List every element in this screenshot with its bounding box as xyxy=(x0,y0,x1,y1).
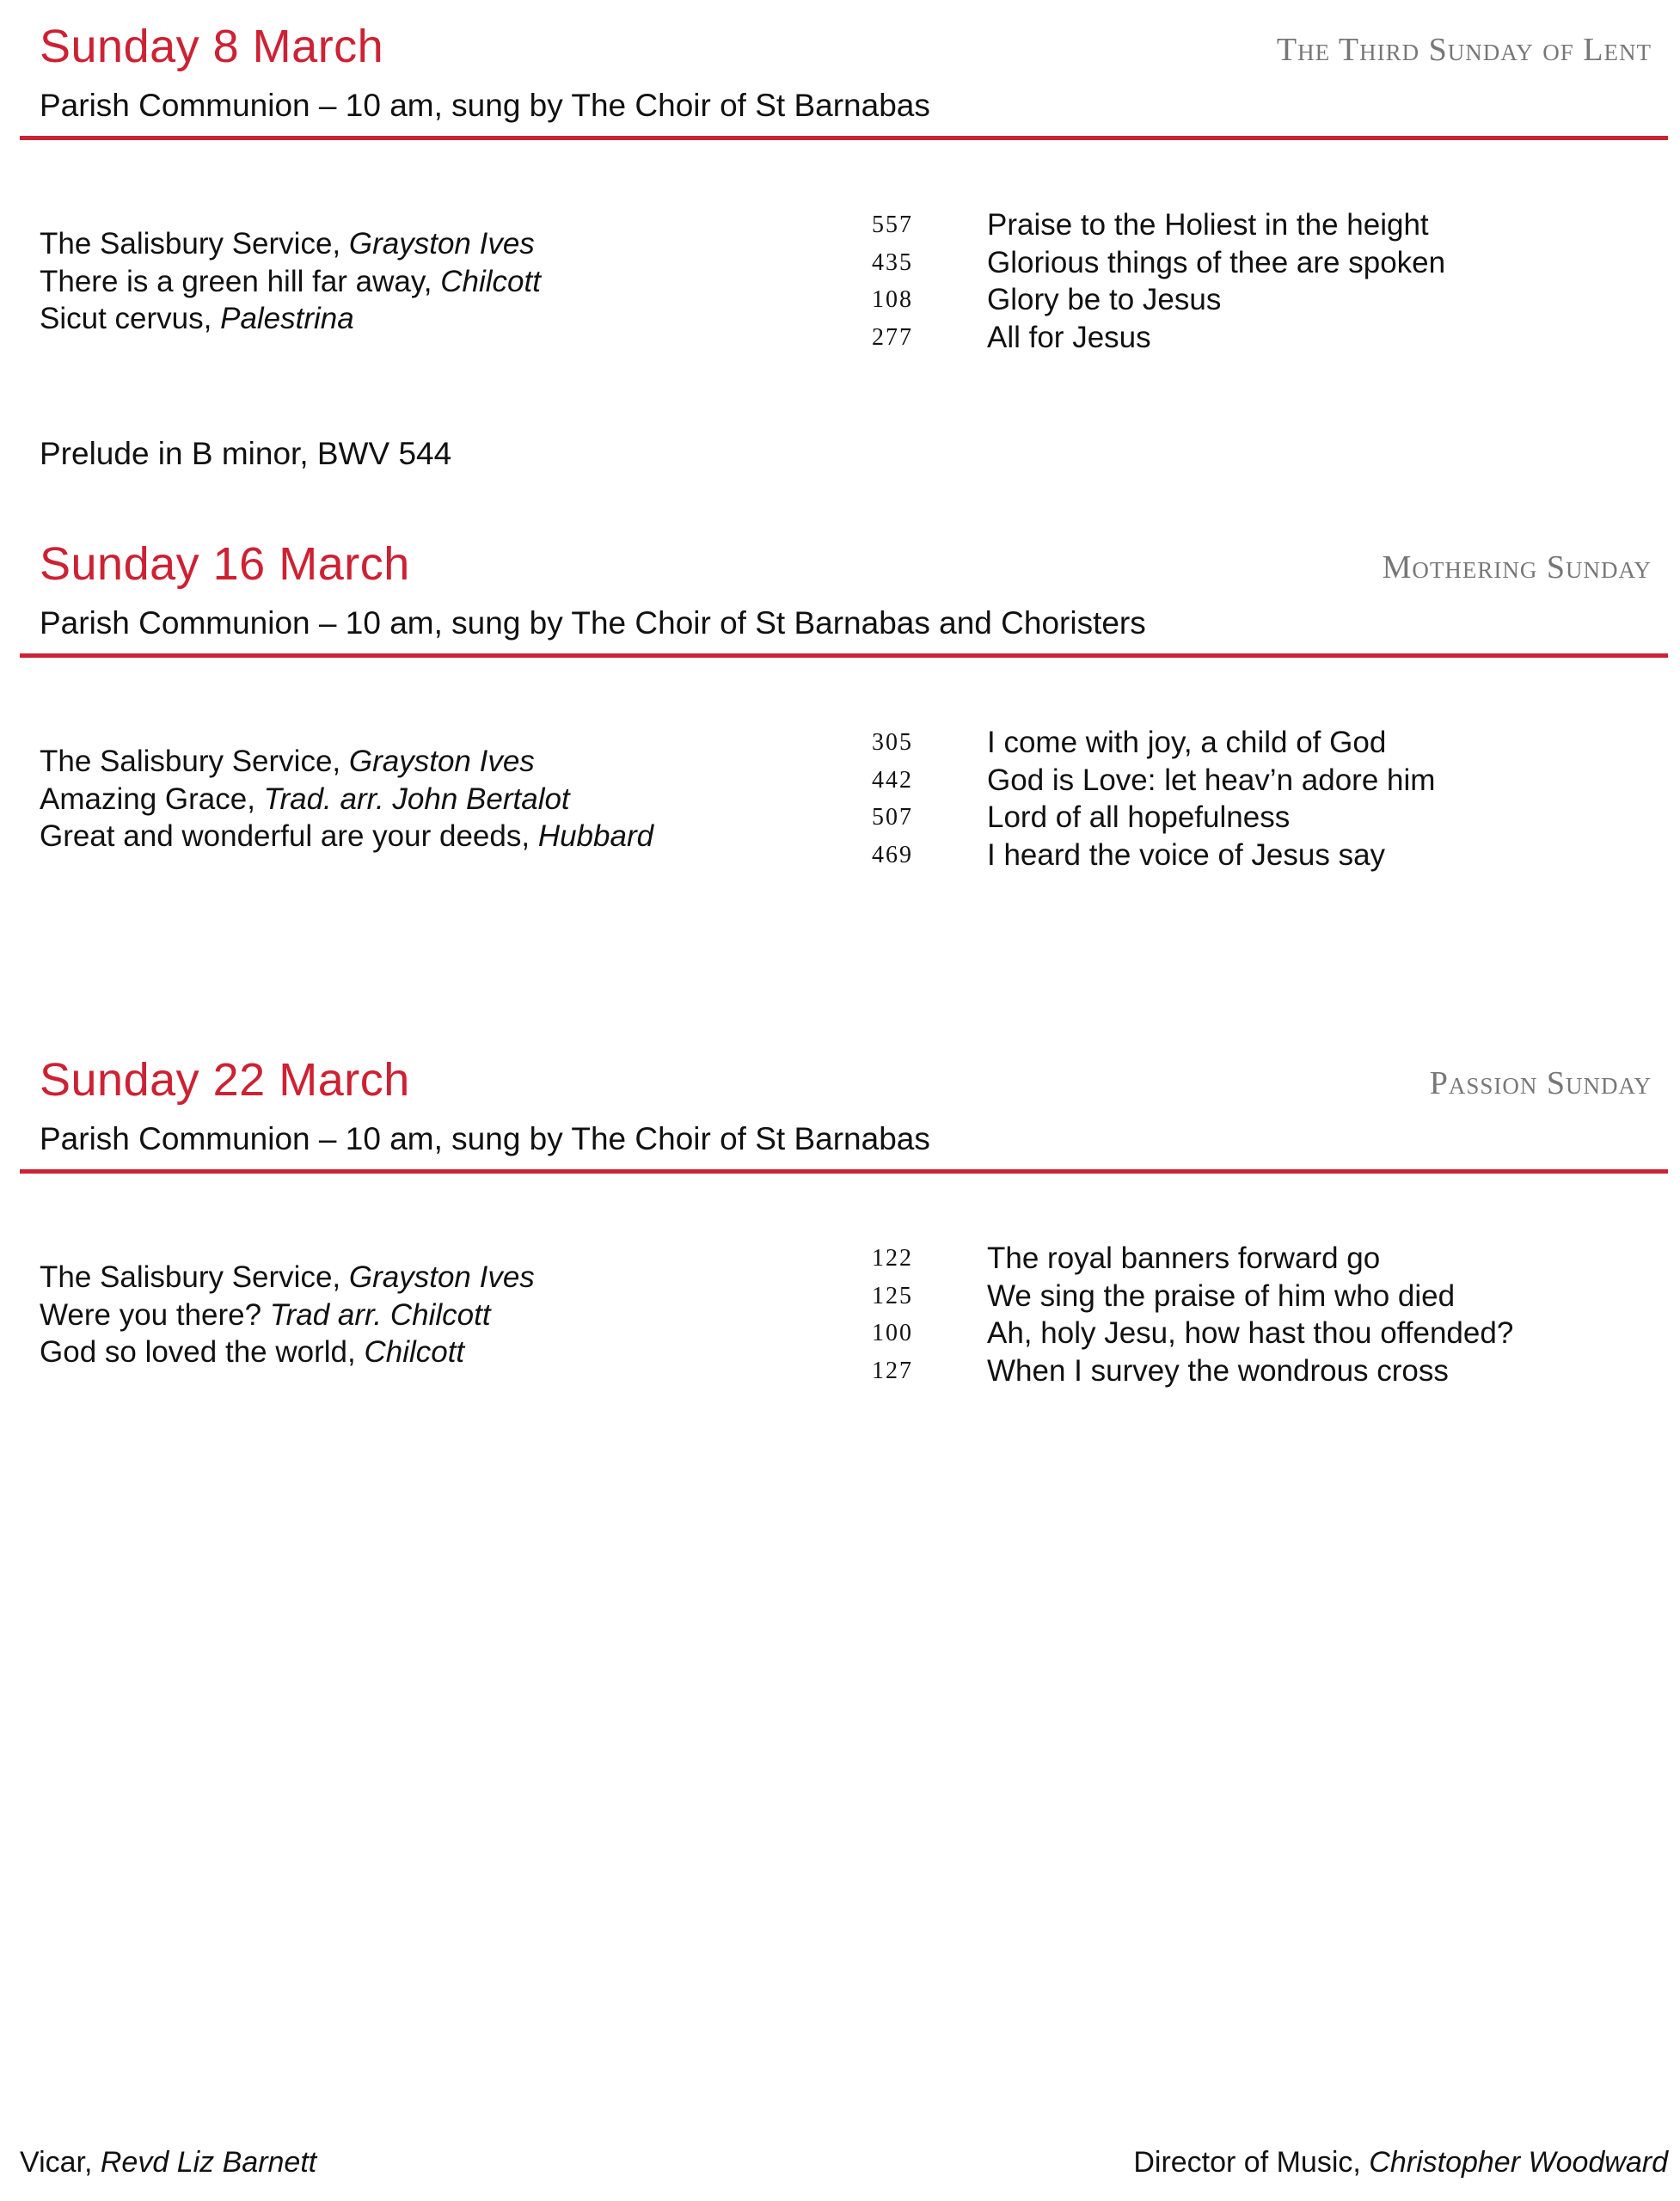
music-item xyxy=(40,263,541,301)
service-description: Parish Communion – 10 am, sung by The Choir of St Barnabas xyxy=(40,88,930,123)
music-list xyxy=(40,225,541,338)
music-item xyxy=(40,1333,535,1371)
music-title: Sicut cervus, xyxy=(40,302,212,335)
music-composer: Chilcott xyxy=(364,1335,465,1369)
music-composer: Chilcott xyxy=(440,264,541,298)
hymn-title: I heard the voice of Jesus say xyxy=(987,837,1386,872)
hymn-title: Ah, holy Jesu, how hast thou offended? xyxy=(987,1316,1514,1350)
hymn-number: 557 xyxy=(872,212,913,238)
hymn-number: 125 xyxy=(872,1282,913,1309)
vicar-credit xyxy=(20,2141,316,2184)
service-description: Parish Communion – 10 am, sung by The Choir of St Barnabas and Choristers xyxy=(40,605,1146,641)
music-composer: Palestrina xyxy=(220,302,354,335)
feast-name: Mothering Sunday xyxy=(1382,549,1652,586)
page-footer xyxy=(0,2141,1680,2184)
music-composer: Trad arr. Chilcott xyxy=(269,1297,491,1332)
hymn-number: 305 xyxy=(872,729,913,756)
music-item xyxy=(40,225,541,263)
music-title: The Salisbury Service, xyxy=(40,745,341,778)
music-list xyxy=(40,743,653,855)
hymn-number: 108 xyxy=(872,286,913,313)
music-item xyxy=(40,1259,535,1297)
music-title: There is a green hill far away, xyxy=(40,264,432,298)
music-composer: Hubbard xyxy=(537,819,654,853)
vicar-name: Revd Liz Barnett xyxy=(100,2146,317,2179)
section-divider xyxy=(20,1169,1668,1174)
hymn-title: I come with joy, a child of God xyxy=(987,726,1387,759)
music-title: Amazing Grace, xyxy=(40,782,255,816)
service-description: Parish Communion – 10 am, sung by The Choir of St Barnabas xyxy=(40,1121,930,1156)
hymn-title: When I survey the wondrous cross xyxy=(987,1353,1449,1388)
feast-name: The Third Sunday of Lent xyxy=(1276,32,1652,68)
music-title: God so loved the world, xyxy=(40,1335,356,1369)
music-composer: Grayston Ives xyxy=(348,1260,535,1294)
hymn-title: God is Love: let heav’n adore him xyxy=(987,763,1436,797)
music-composer: Grayston Ives xyxy=(348,745,535,778)
music-item xyxy=(40,781,653,818)
music-title: Great and wonderful are your deeds, xyxy=(40,819,530,853)
director-name: Christopher Woodward xyxy=(1369,2146,1668,2179)
music-title: Were you there? xyxy=(40,1297,262,1332)
music-item xyxy=(40,743,653,781)
music-item xyxy=(40,818,653,855)
feast-name: Passion Sunday xyxy=(1429,1065,1652,1101)
section-date: Sunday 8 March xyxy=(40,21,384,72)
music-item xyxy=(40,1297,535,1334)
hymn-number: 100 xyxy=(872,1320,913,1346)
hymn-title: Glory be to Jesus xyxy=(987,283,1222,316)
section-date: Sunday 16 March xyxy=(40,538,410,590)
vicar-label: Vicar, xyxy=(20,2146,93,2179)
hymn-number: 127 xyxy=(872,1357,913,1384)
music-composer: Trad. arr. John Bertalot xyxy=(263,782,570,816)
music-item xyxy=(40,300,541,338)
hymn-title: Lord of all hopefulness xyxy=(987,800,1291,834)
section-divider xyxy=(20,653,1668,658)
music-composer: Grayston Ives xyxy=(348,227,535,261)
hymn-number: 122 xyxy=(872,1245,913,1272)
section-date: Sunday 22 March xyxy=(40,1054,410,1106)
director-credit xyxy=(1133,2141,1668,2184)
director-label: Director of Music, xyxy=(1133,2146,1361,2179)
hymn-title: The royal banners forward go xyxy=(987,1242,1381,1275)
hymn-title: Glorious things of thee are spoken xyxy=(987,245,1446,279)
music-title: The Salisbury Service, xyxy=(40,227,341,261)
hymn-title: All for Jesus xyxy=(987,320,1151,354)
hymn-title: We sing the praise of him who died xyxy=(987,1278,1456,1313)
music-list xyxy=(40,1259,535,1371)
music-title: The Salisbury Service, xyxy=(40,1260,341,1294)
organ-voluntary: Prelude in B minor, BWV 544 xyxy=(40,436,452,471)
hymn-number: 469 xyxy=(872,841,913,868)
hymn-title: Praise to the Holiest in the height xyxy=(987,208,1429,242)
hymn-number: 507 xyxy=(872,804,913,831)
hymn-number: 435 xyxy=(872,248,913,276)
section-divider xyxy=(20,136,1668,140)
hymn-number: 277 xyxy=(872,323,913,351)
hymn-number: 442 xyxy=(872,766,913,794)
